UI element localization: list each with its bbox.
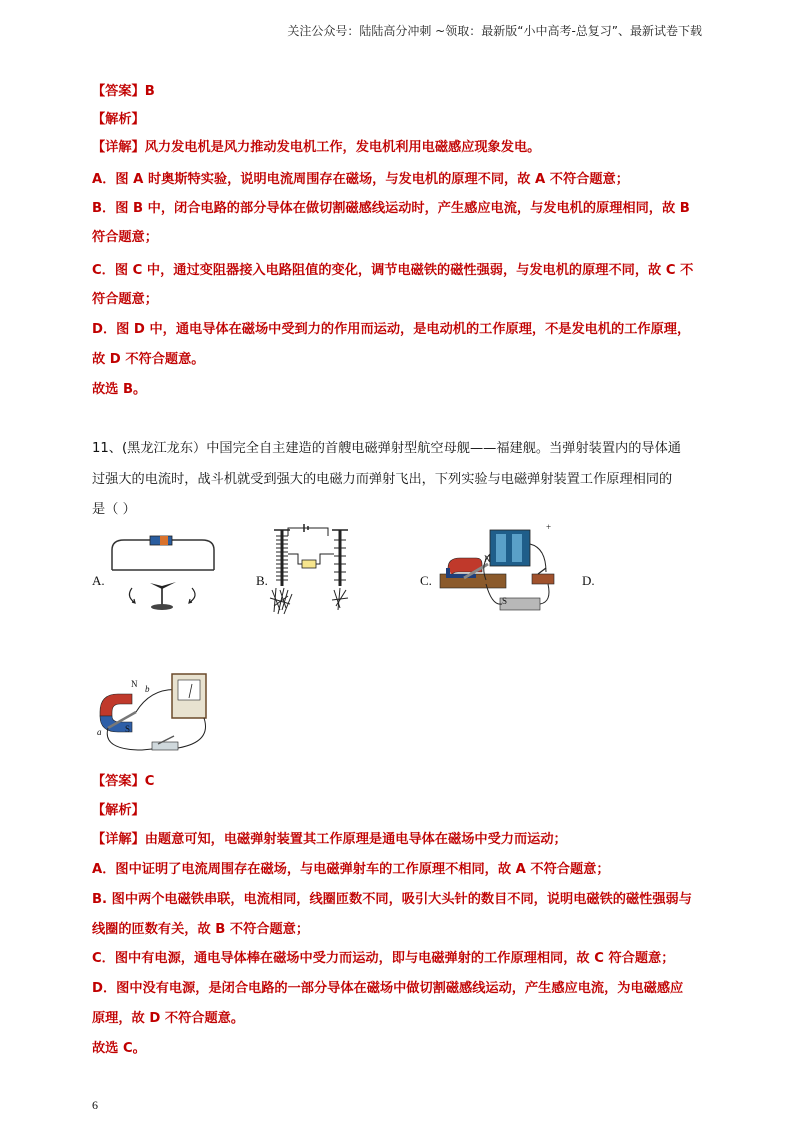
q11-stem-line: 11、(黑龙江龙东）中国完全自主建造的首艘电磁弹射型航空母舰——福建舰。当弹射装置内的导体通: [92, 441, 681, 456]
q10-explain-line: 符合题意；: [92, 292, 158, 307]
option-c-label: C.: [420, 573, 432, 588]
fig-c-plus-label: +: [546, 522, 552, 532]
q11-explain-line: A．图中证明了电流周围存在磁场，与电磁弹射车的工作原理不相同，故 A 不符合题意；: [92, 862, 610, 877]
q10-answer: 【答案】B: [92, 84, 155, 99]
figure-a-oersted: [104, 530, 224, 615]
figure-c-motor-principle: [434, 524, 564, 619]
page-header: 关注公众号：陆陆高分冲刺 ~领取：最新版“小中高考-总复习”、最新试卷下载: [287, 24, 702, 38]
q11-explain-line: 【详解】由题意可知，电磁弹射装置其工作原理是通电导体在磁场中受力而运动；: [92, 832, 567, 847]
q10-explain-line: C．图 C 中，通过变阻器接入电路阻值的变化，调节电磁铁的磁性强弱，与发电机的原理不同，故 C 不: [92, 263, 694, 278]
option-a-label: A.: [92, 573, 105, 588]
q10-explain-line: D．图 D 中，通电导体在磁场中受到力的作用而运动，是电动机的工作原理，不是发电机的工作原理，: [92, 322, 691, 337]
fig-d-south-label: S: [125, 724, 131, 734]
q11-answer: 【答案】C: [92, 774, 155, 789]
q10-explain-line: 【详解】风力发电机是风力推动发电机工作，发电机利用电磁感应现象发电。: [92, 140, 541, 155]
option-d-label: D.: [582, 573, 595, 588]
q11-explain-line: C．图中有电源，通电导体棒在磁场中受力而运动，即与电磁弹射的工作原理相同，故 C 符合题意；: [92, 951, 675, 966]
fig-c-north-label: N: [484, 554, 491, 564]
q11-stem-line: 是（ ）: [92, 502, 136, 517]
q11-explain-line: B. 图中两个电磁铁串联，电流相同，线圈匝数不同，吸引大头针的数目不同，说明电磁铁的磁性强弱与: [92, 892, 692, 907]
q11-explain-line: D．图中没有电源，是闭合电路的一部分导体在磁场中做切割磁感线运动，产生感应电流，为电磁感应: [92, 981, 684, 996]
q10-explain-line: B．图 B 中，闭合电路的部分导体在做切割磁感线运动时，产生感应电流，与发电机的原理相同，故 B: [92, 201, 690, 216]
q10-analysis-heading: 【解析】: [92, 112, 145, 127]
fig-d-b-label: b: [145, 684, 150, 694]
q10-conclusion: 故选 B。: [92, 382, 147, 397]
figure-b-electromagnets: [268, 524, 363, 619]
fig-c-south-label: S: [502, 596, 508, 606]
figure-d-induction: [92, 672, 222, 764]
fig-d-north-label: N: [131, 679, 138, 689]
option-b-label: B.: [256, 573, 268, 588]
fig-d-a-label: a: [97, 727, 102, 737]
q11-explain-line: 线圈的匝数有关，故 B 不符合题意；: [92, 922, 310, 937]
q10-explain-line: 故 D 不符合题意。: [92, 352, 205, 367]
q11-analysis-heading: 【解析】: [92, 803, 145, 818]
q11-stem-line: 过强大的电流时，战斗机就受到强大的电磁力而弹射飞出，下列实验与电磁弹射装置工作原理相同的: [92, 472, 673, 487]
q11-conclusion: 故选 C。: [92, 1041, 146, 1056]
q11-explain-line: 原理，故 D 不符合题意。: [92, 1011, 245, 1026]
q10-explain-line: A．图 A 时奥斯特实验，说明电流周围存在磁场，与发电机的原理不同，故 A 不符合题意；: [92, 172, 629, 187]
page-number: 6: [92, 1098, 98, 1112]
q10-explain-line: 符合题意；: [92, 230, 158, 245]
